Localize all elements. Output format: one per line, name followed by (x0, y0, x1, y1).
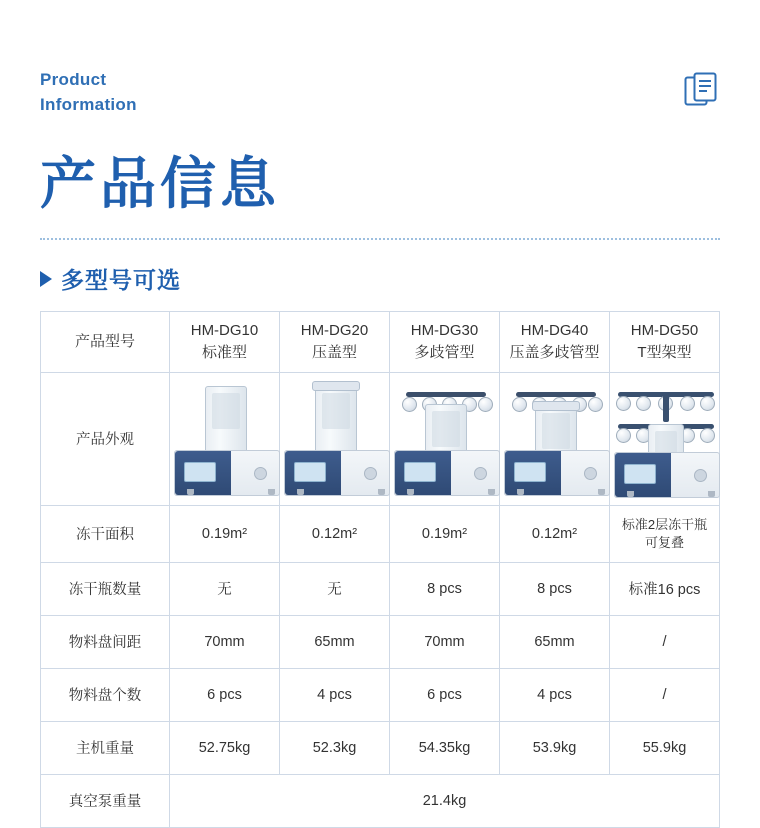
eyebrow-label (40, 68, 240, 117)
freeze-dryer-press-lid-image (280, 380, 392, 502)
table-row-model (41, 312, 720, 373)
cell-weight-3: 54.35kg (390, 721, 500, 774)
flask (700, 396, 715, 411)
cell-area-5-line2: 可复叠 (644, 534, 684, 550)
cell-appearance-1 (170, 372, 280, 505)
freeze-dryer-t-rack-image (610, 380, 722, 502)
control-display (294, 462, 326, 482)
flask (680, 396, 695, 411)
model-type-5: T型架型 (637, 343, 692, 361)
freeze-dryer-press-lid-manifold-image (500, 380, 612, 502)
row-label-tray-gap: 物料盘间距 (41, 615, 170, 668)
cell-tray-gap-4: 65mm (500, 615, 610, 668)
row-label-bottles: 冻干瓶数量 (41, 562, 170, 615)
control-knob (474, 467, 487, 480)
cell-weight-1: 52.75kg (170, 721, 280, 774)
control-display (624, 464, 656, 484)
cell-model-5 (610, 312, 720, 373)
specification-table (40, 311, 720, 828)
unit-feet (405, 489, 497, 495)
cell-weight-2: 52.3kg (280, 721, 390, 774)
cell-tray-count-4: 4 pcs (500, 668, 610, 721)
model-type-4: 压盖多歧管型 (509, 343, 600, 361)
control-knob (364, 467, 377, 480)
model-code-1: HM-DG10 (190, 322, 259, 339)
control-knob (254, 467, 267, 480)
cell-model-2 (280, 312, 390, 373)
cell-area-2: 0.12m² (280, 505, 390, 562)
cell-tray-gap-2: 65mm (280, 615, 390, 668)
cell-tray-count-2: 4 pcs (280, 668, 390, 721)
cell-appearance-3 (390, 372, 500, 505)
control-display (184, 462, 216, 482)
flask (616, 396, 631, 411)
model-type-2: 压盖型 (311, 343, 357, 361)
drying-chamber-with-lid (535, 406, 577, 454)
cell-area-1: 0.19m² (170, 505, 280, 562)
flask (616, 428, 631, 443)
eyebrow-line-2: Information (40, 94, 137, 114)
table-row-area (41, 505, 720, 562)
row-label-area: 冻干面积 (41, 505, 170, 562)
cell-tray-count-3: 6 pcs (390, 668, 500, 721)
unit-feet (625, 491, 717, 497)
cell-area-5 (610, 505, 720, 562)
cell-appearance-4 (500, 372, 610, 505)
cell-tray-gap-3: 70mm (390, 615, 500, 668)
unit-feet (185, 489, 277, 495)
main-unit (614, 452, 720, 498)
model-code-5: HM-DG50 (630, 322, 699, 339)
cell-weight-4: 53.9kg (500, 721, 610, 774)
document-copy-icon (684, 72, 718, 110)
flask (478, 397, 493, 412)
freeze-dryer-manifold-image (390, 380, 502, 502)
section-title-label: 多型号可选 (61, 267, 181, 293)
table-row-tray-gap (41, 615, 720, 668)
drying-chamber (205, 386, 247, 454)
flask (402, 397, 417, 412)
main-unit (504, 450, 610, 496)
drying-chamber-with-lid (315, 386, 357, 454)
cell-tray-count-1: 6 pcs (170, 668, 280, 721)
page-title: 产品信息 (40, 152, 280, 215)
control-display (404, 462, 436, 482)
cell-bottles-1: 无 (170, 562, 280, 615)
cell-tray-count-5: / (610, 668, 720, 721)
flask (588, 397, 603, 412)
row-label-weight: 主机重量 (41, 721, 170, 774)
manifold-bar (406, 392, 486, 397)
row-label-pump-weight: 真空泵重量 (41, 774, 170, 827)
drying-chamber (648, 424, 684, 456)
page-header (40, 0, 720, 140)
drying-chamber (425, 404, 467, 454)
model-type-3: 多歧管型 (414, 343, 475, 361)
cell-bottles-3: 8 pcs (390, 562, 500, 615)
table-row-bottles (41, 562, 720, 615)
cell-appearance-5 (610, 372, 720, 505)
cell-weight-5: 55.9kg (610, 721, 720, 774)
main-unit (174, 450, 280, 496)
control-knob (694, 469, 707, 482)
model-code-4: HM-DG40 (520, 322, 589, 339)
table-row-weight (41, 721, 720, 774)
unit-feet (515, 489, 607, 495)
row-label-tray-count: 物料盘个数 (41, 668, 170, 721)
divider (40, 238, 720, 240)
row-label-model: 产品型号 (41, 312, 170, 373)
cell-area-4: 0.12m² (500, 505, 610, 562)
table-row-pump-weight (41, 774, 720, 827)
cell-model-3 (390, 312, 500, 373)
main-unit (284, 450, 390, 496)
cell-model-1 (170, 312, 280, 373)
cell-appearance-2 (280, 372, 390, 505)
unit-feet (295, 489, 387, 495)
control-knob (584, 467, 597, 480)
cell-tray-gap-5: / (610, 615, 720, 668)
flask (512, 397, 527, 412)
row-label-appearance: 产品外观 (41, 372, 170, 505)
cell-area-5-line1: 标准2层冻干瓶 (621, 516, 708, 532)
model-code-2: HM-DG20 (300, 322, 369, 339)
freeze-dryer-standard-image (170, 380, 282, 502)
eyebrow-line-1: Product (40, 70, 107, 89)
cell-tray-gap-1: 70mm (170, 615, 280, 668)
cell-pump-weight: 21.4kg (170, 774, 720, 827)
model-type-1: 标准型 (201, 343, 247, 361)
cell-bottles-2: 无 (280, 562, 390, 615)
cell-model-4 (500, 312, 610, 373)
triangle-right-icon (40, 271, 52, 287)
cell-bottles-4: 8 pcs (500, 562, 610, 615)
flask (700, 428, 715, 443)
cell-area-3: 0.19m² (390, 505, 500, 562)
flask (636, 396, 651, 411)
model-code-3: HM-DG30 (410, 322, 479, 339)
section-header (40, 262, 720, 295)
cell-bottles-5: 标准16 pcs (610, 562, 720, 615)
manifold-bar (516, 392, 596, 397)
main-unit (394, 450, 500, 496)
control-display (514, 462, 546, 482)
table-row-appearance (41, 372, 720, 505)
table-row-tray-count (41, 668, 720, 721)
